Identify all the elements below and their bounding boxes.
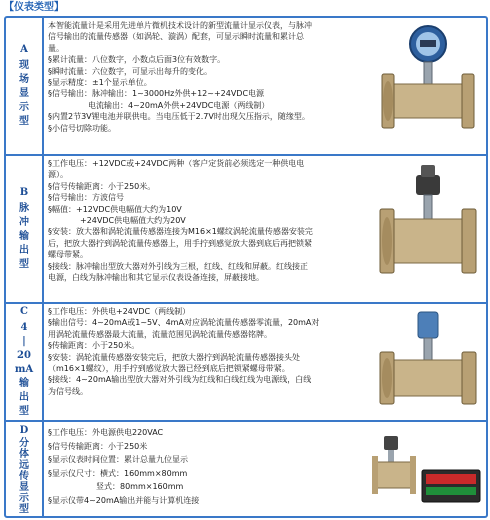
description-line: §安装：涡轮流量传感器安装完后，把放大器拧到涡轮流量传感器接头处 [48,352,300,362]
row-label-char: 体 [19,449,29,460]
row-letter: B [19,186,29,198]
row-letter: D [19,425,29,436]
description-line: §信号传输距离：小于250米。 [48,181,156,191]
table-row-a [6,18,486,156]
description-line: §传输距离：小于250米。 [48,341,140,351]
description-line: 竖式：80mm×160mm [48,482,184,491]
description-line: §显示仪带4~20mA输出并能与计算机连接 [48,495,200,505]
row-label-char: 输 [19,377,29,389]
description-line: §显示仪尺寸：横式：160mm×80mm [48,468,188,478]
row-description-a [48,20,366,134]
description-line: §显示仪表时间位置：累计总量九位显示 [48,455,188,464]
description-line: §工作电压：外电源供电220VAC [48,428,164,437]
description-line: §信号输出：方波信号 [48,193,124,203]
description-line: §信号输出：脉冲输出：1~3000Hz外供+12~+24VDC电源 [48,89,265,99]
description-line: 源）。 [48,170,68,180]
description-line: §幅值：+12VDC供电幅值大约为10V [48,204,182,214]
description-line: §累计流量：八位数字，小数点后面3位有效数字。 [48,55,226,65]
row-label-char: 型 [19,258,29,270]
description-line: （m16×1螺纹），用手拧到感觉放大器已经到底后把锁紧螺母带紧。 [48,364,290,374]
row-label-char: 示 [19,101,29,113]
description-line: 为信号线。 [48,386,88,396]
row-label-char: 20 [17,349,31,361]
description-line: 后，把放大器拧到涡轮流量传感器上，用手拧到感觉放大器到底后再把锁紧 [48,238,312,248]
row-label-c [6,304,44,420]
table-row-b [6,156,486,304]
row-label-char: 4 [20,321,28,333]
row-description-b [48,158,366,283]
description-line: 本智能流量计是采用先进单片微机技术设计的新型流量计显示仪表，与脉冲 [48,21,312,30]
row-label-char: 出 [19,391,29,403]
row-label-char: 示 [19,493,29,504]
row-label-char: 输 [19,230,29,242]
row-label-b [6,156,44,302]
row-label-char: 脉 [19,202,29,214]
row-label-char: 型 [19,504,29,515]
row-label-char: 远 [19,460,29,471]
row-label-char: 场 [19,73,29,85]
flowmeter-pulse-amplifier-icon [372,160,484,298]
row-letter: C [20,305,28,317]
description-line: 信号输出的流量传感器（如涡轮、漩涡）配套，可显示瞬时流量和累计总 [48,32,304,42]
description-line: §接线：脉冲输出型放大器对外引线为三根，红线、红线和屏蔽。红线接正 [48,261,308,271]
row-label-char: mA [14,363,34,375]
flowmeter-4-20ma-amplifier-icon [372,308,484,416]
description-line: §瞬时流量：六位数字，可显示出每升的变化。 [48,66,212,76]
row-label-char: 现 [19,59,29,71]
description-line: §安装：放大器和涡轮流量传感器连接为M16×1螺纹涡轮流量传感器安装完 [48,227,313,237]
row-label-char: 分 [19,438,29,449]
instrument-type-table [4,16,488,518]
row-letter: A [20,43,28,55]
row-label-char: 出 [19,244,29,256]
description-line: §输出信号：4~20mA或1~5V、4mA对应涡轮流量传感器零流量，20mA对 [48,318,320,328]
description-line: 用涡轮流量传感器最大流量，流量范围见涡轮流量传感器铭牌。 [48,329,272,339]
row-label-d [6,422,44,518]
description-line: §工作电压：外供电+24VDC（两线制） [48,307,191,316]
description-line: §小信号切除功能。 [48,123,116,133]
flowmeter-remote-display-icon [372,426,484,514]
flowmeter-display-head-icon [372,22,484,150]
description-line: §工作电压：+12VDC或+24VDC两种（客户定货前必须选定一种供电电 [48,159,305,168]
row-label-char: 型 [19,115,29,127]
row-label-char: 显 [19,482,29,493]
row-description-d [48,426,366,507]
description-line: §内置2节3V锂电池并联供电。当电压低于2.7V时出现欠压指示，随缘型。 [48,112,310,122]
row-label-char: 显 [19,87,29,99]
row-label-char: | [22,335,26,347]
table-row-c [6,304,486,422]
row-label-char: 型 [19,405,29,417]
description-line: 量。 [48,43,64,53]
description-line: 螺母带紧。 [48,250,88,260]
row-description-c [48,306,366,397]
section-title: 【仪表类型】 [4,2,64,13]
description-line: §信号传输距离：小于250米 [48,441,148,451]
row-label-char: 传 [19,471,29,482]
description-line: 电源，白线为脉冲输出和其它显示仪表设备连接，屏蔽接地。 [48,273,264,283]
description-line: +24VDC供电幅值大约为20V [48,216,186,226]
description-line: §接线：4~20mA输出型放大器对外引线为红线和白线红线为电源线，白线 [48,375,312,385]
description-line: 电流输出：4~20mA外供+24VDC电源（两线制） [48,100,270,110]
row-label-a [6,18,44,154]
description-line: §显示精度：±1个显示单位。 [48,78,152,88]
row-label-char: 冲 [19,216,29,228]
table-row-d [6,422,486,518]
